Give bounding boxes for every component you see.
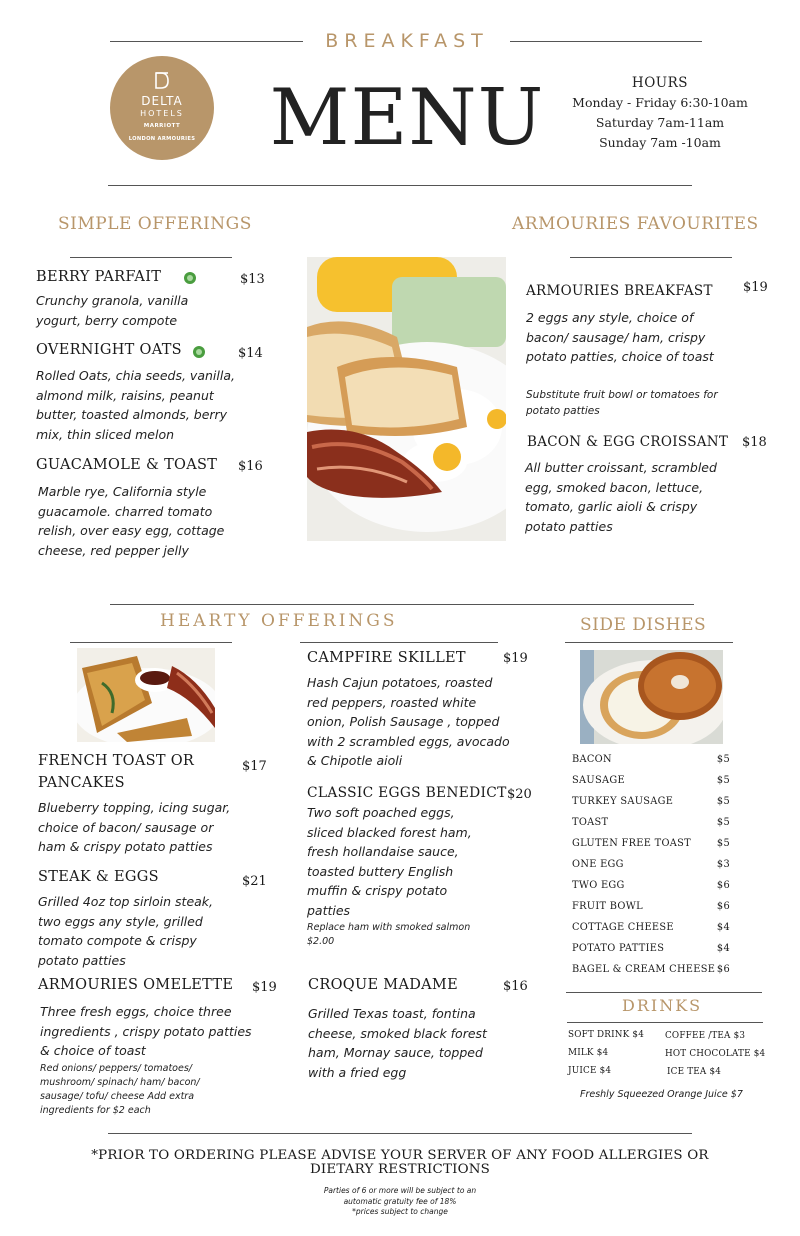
steak-eggs-price: $21 xyxy=(242,874,267,889)
eggs-benedict-note: Replace ham with smoked salmon $2.00 xyxy=(307,922,471,947)
guacamole-toast-desc: Marble rye, California style guacamole. charred tomato relish, over easy egg, cottage cheese, red pepper jelly xyxy=(38,484,225,558)
berry-parfait-price: $13 xyxy=(240,272,265,287)
berry-parfait-name: BERRY PARFAIT xyxy=(36,269,162,285)
side-dish-price: $5 xyxy=(716,838,730,849)
side-dish-price: $6 xyxy=(716,964,730,975)
armouries-omelette-desc: Three fresh eggs, choice three ingredients , crispy potato patties & choice of toast xyxy=(40,1004,252,1058)
guacamole-toast-name: GUACAMOLE & TOAST xyxy=(36,457,218,473)
side-dish-name: TWO EGG xyxy=(572,880,625,891)
side-dish-price: $3 xyxy=(716,859,730,870)
campfire-skillet-name: CAMPFIRE SKILLET xyxy=(307,650,466,666)
berry-parfait-desc: Crunchy granola, vanilla yogurt, berry compote xyxy=(36,293,189,328)
simple-title-rule xyxy=(70,257,232,258)
hours-weekday: Monday - Friday 6:30-10am xyxy=(572,95,748,110)
logo-brand: DELTA xyxy=(141,94,183,108)
side-dish-price: $6 xyxy=(716,880,730,891)
side-dish-row xyxy=(572,943,730,964)
side-dish-row xyxy=(572,859,730,880)
drinks-title-rule xyxy=(567,1022,763,1023)
side-dish-row xyxy=(572,754,730,775)
header-rule-right xyxy=(510,41,702,42)
toast-bacon-eggs-photo xyxy=(307,257,506,541)
header-rule-left xyxy=(110,41,303,42)
side-dish-name: FRUIT BOWL xyxy=(572,901,643,912)
steak-eggs-desc: Grilled 4oz top sirloin steak, two eggs any style, grilled tomato compote & crispy potato patties xyxy=(38,894,214,968)
delta-hotels-logo xyxy=(110,56,214,160)
overnight-oats-price: $14 xyxy=(238,346,263,361)
hearty-left-rule xyxy=(70,642,232,643)
bacon-egg-croissant-name: BACON & EGG CROISSANT xyxy=(527,434,729,450)
drinks-title: DRINKS xyxy=(622,996,703,1015)
drink-juice: JUICE $4 xyxy=(568,1066,612,1076)
drink-milk: MILK $4 xyxy=(568,1048,609,1058)
logo-sub: HOTELS xyxy=(140,109,184,118)
vegetarian-leaf-icon xyxy=(184,272,196,284)
side-dish-name: ONE EGG xyxy=(572,859,624,870)
simple-offerings-title: SIMPLE OFFERINGS xyxy=(58,214,252,234)
side-dish-name: SAUSAGE xyxy=(572,775,625,786)
guacamole-toast-price: $16 xyxy=(238,459,263,474)
hours-sunday: Sunday 7am -10am xyxy=(599,135,721,150)
armouries-breakfast-note: Substitute fruit bowl or tomatoes for potato patties xyxy=(526,389,718,417)
side-dish-price: $5 xyxy=(716,775,730,786)
eggs-benedict-desc: Two soft poached eggs, sliced blacked forest ham, fresh hollandaise sauce, toasted buttery English muffin & crispy potato patties xyxy=(307,805,472,918)
menu-subtitle: BREAKFAST xyxy=(325,30,489,52)
hours-label: HOURS xyxy=(631,75,689,91)
croque-madame-price: $16 xyxy=(503,979,528,994)
side-dish-name: GLUTEN FREE TOAST xyxy=(572,838,692,849)
side-dish-price: $5 xyxy=(716,796,730,807)
hours-block xyxy=(560,73,760,153)
side-dish-price: $4 xyxy=(716,943,730,954)
campfire-skillet-price: $19 xyxy=(503,651,528,666)
side-dish-price: $6 xyxy=(716,901,730,912)
hearty-top-rule xyxy=(110,604,694,605)
side-dish-name: COTTAGE CHEESE xyxy=(572,922,674,933)
side-dish-row xyxy=(572,838,730,859)
eggs-benedict-price: $20 xyxy=(507,787,532,802)
side-dish-row xyxy=(572,901,730,922)
side-dish-name: BACON xyxy=(572,754,612,765)
side-dishes-title: SIDE DISHES xyxy=(580,615,707,635)
side-dish-name: POTATO PATTIES xyxy=(572,943,665,954)
menu-title: MENU xyxy=(269,73,545,163)
steak-eggs-name: STEAK & EGGS xyxy=(38,869,159,885)
armouries-omelette-price: $19 xyxy=(252,980,277,995)
croque-madame-name: CROQUE MADAME xyxy=(308,977,458,993)
armouries-breakfast-desc: 2 eggs any style, choice of bacon/ sausage/ ham, crispy potato patties, choice of toast xyxy=(526,310,714,364)
drink-hot-chocolate: HOT CHOCOLATE $4 xyxy=(665,1049,766,1059)
eggs-benedict-name: CLASSIC EGGS BENEDICT xyxy=(307,785,507,801)
logo-owner: MARRIOTT xyxy=(143,123,181,129)
prices-notice: *prices subject to change xyxy=(352,1207,448,1216)
side-dishes-rule xyxy=(565,642,733,643)
bagel-photo xyxy=(580,650,723,744)
favourites-title-rule xyxy=(570,257,732,258)
side-dish-name: TURKEY SAUSAGE xyxy=(572,796,674,807)
french-toast-price: $17 xyxy=(242,759,267,774)
footer-rule xyxy=(108,1133,692,1134)
side-dish-row xyxy=(572,775,730,796)
delta-logo-mark-icon xyxy=(154,71,170,89)
armouries-breakfast-name: ARMOURIES BREAKFAST xyxy=(526,283,713,299)
croque-madame-desc: Grilled Texas toast, fontina cheese, smoked black forest ham, Mornay sauce, topped with a fried egg xyxy=(308,1006,487,1080)
drink-orange-juice: Freshly Squeezed Orange Juice $7 xyxy=(580,1089,743,1100)
logo-location: LONDON ARMOURIES xyxy=(128,136,196,142)
side-dish-row xyxy=(572,922,730,943)
side-dish-name: TOAST xyxy=(572,817,609,828)
side-dish-row xyxy=(572,796,730,817)
armouries-breakfast-price: $19 xyxy=(743,280,768,295)
side-dish-row xyxy=(572,817,730,838)
bacon-egg-croissant-price: $18 xyxy=(742,435,767,450)
allergy-notice: *PRIOR TO ORDERING PLEASE ADVISE YOUR SERVER OF ANY FOOD ALLERGIES OR DIETARY RESTRICTIONS xyxy=(91,1148,709,1177)
drink-ice-tea: ICE TEA $4 xyxy=(667,1067,722,1077)
side-dish-row xyxy=(572,964,730,985)
side-dish-price: $4 xyxy=(716,922,730,933)
hearty-right-rule xyxy=(300,642,498,643)
side-dish-price: $5 xyxy=(716,754,730,765)
gratuity-notice: Parties of 6 or more will be subject to an automatic gratuity fee of 18% xyxy=(323,1186,477,1206)
hearty-offerings-title: HEARTY OFFERINGS xyxy=(160,611,398,631)
vegetarian-leaf-icon xyxy=(193,346,205,358)
drinks-top-rule xyxy=(566,992,762,993)
french-toast-photo xyxy=(77,648,215,742)
header-bottom-rule xyxy=(108,185,692,186)
drink-soft-drink: SOFT DRINK $4 xyxy=(568,1030,645,1040)
french-toast-name: FRENCH TOAST OR PANCAKES xyxy=(38,753,195,791)
armouries-favourites-title: ARMOURIES FAVOURITES xyxy=(512,214,759,234)
side-dish-name: BAGEL & CREAM CHEESE xyxy=(572,964,716,975)
drink-coffee-tea: COFFEE /TEA $3 xyxy=(665,1031,746,1041)
overnight-oats-name: OVERNIGHT OATS xyxy=(36,342,182,358)
campfire-skillet-desc: Hash Cajun potatoes, roasted red peppers, roasted white onion, Polish Sausage , topped with 2 scrambled eggs, avocado & Chipotle aioli xyxy=(307,675,510,768)
armouries-omelette-name: ARMOURIES OMELETTE xyxy=(38,977,234,993)
armouries-omelette-note: Red onions/ peppers/ tomatoes/ mushroom/ spinach/ ham/ bacon/ sausage/ tofu/ cheese Add extra ingredients for $2 each xyxy=(40,1063,200,1116)
bacon-egg-croissant-desc: All butter croissant, scrambled egg, smoked bacon, lettuce, tomato, garlic aioli & crispy potato patties xyxy=(525,460,717,534)
overnight-oats-desc: Rolled Oats, chia seeds, vanilla, almond milk, raisins, peanut butter, toasted almonds, berry mix, thin sliced melon xyxy=(36,368,235,442)
side-dish-row xyxy=(572,880,730,901)
french-toast-desc: Blueberry topping, icing sugar, choice of bacon/ sausage or ham & crispy potato patties xyxy=(38,800,231,854)
side-dish-price: $5 xyxy=(716,817,730,828)
hours-saturday: Saturday 7am-11am xyxy=(595,115,725,130)
